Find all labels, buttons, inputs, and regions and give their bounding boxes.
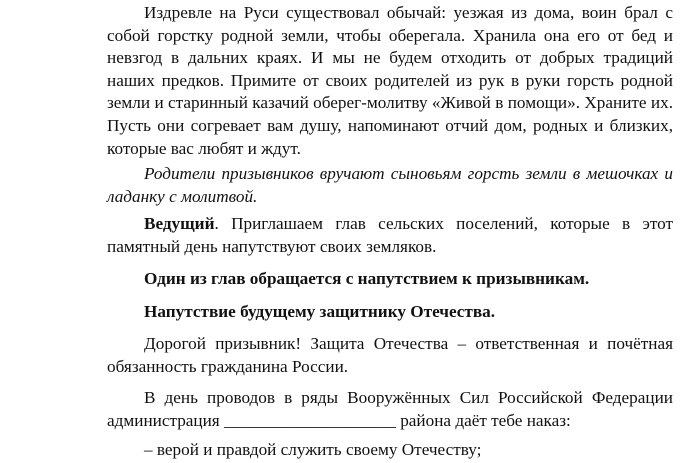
- mandate-text-end: района даёт тебе наказ:: [395, 410, 571, 430]
- speaker-label: Ведущий: [144, 214, 215, 233]
- paragraph-mandate-item-1: – верой и правдой служить своему Отечеству;: [144, 440, 482, 459]
- mandate-text-start: В день проводов в ряды Вооружённых Сил Российской Федерации администрация: [107, 388, 673, 430]
- paragraph-stage-direction-head: Один из глав обращается с напутствием к призывникам.: [144, 269, 590, 288]
- paragraph-custom-of-native-land: Издревле на Руси существовал обычай: уезжая из дома, воин брал с собой горстку родной земли, чтобы оберегала. Хранила она его от бед и невзгод в дальних краях. И мы не будем отходить от добрых традиций наших предков. Примите от своих родителей из рук в руки горсть родной земли и старинный казачий оберег-молитву «Живой в помощи». Храните их. Пусть они согревает вам душу, напоминают отчий дом, родных и близких, которые вас любят и ждут.: [107, 3, 673, 158]
- host-invitation-text: . Приглашаем глав сельских поселений, которые в этот памятный день напутствуют своих земляков.: [107, 214, 673, 256]
- paragraph-stage-direction-parents: Родители призывников вручают сыновьям горсть земли в мешочках и ладанку с молитвой.: [107, 164, 673, 206]
- paragraph-administration-mandate: [107, 387, 673, 432]
- paragraph-parting-heading: Напутствие будущему защитнику Отечества.: [144, 302, 496, 321]
- district-name-blank: ____________________: [224, 410, 396, 430]
- paragraph-host-invitation: [107, 213, 673, 258]
- paragraph-dear-conscript: Дорогой призывник! Защита Отечества – ответственная и почётная обязанность гражданина России.: [107, 334, 673, 376]
